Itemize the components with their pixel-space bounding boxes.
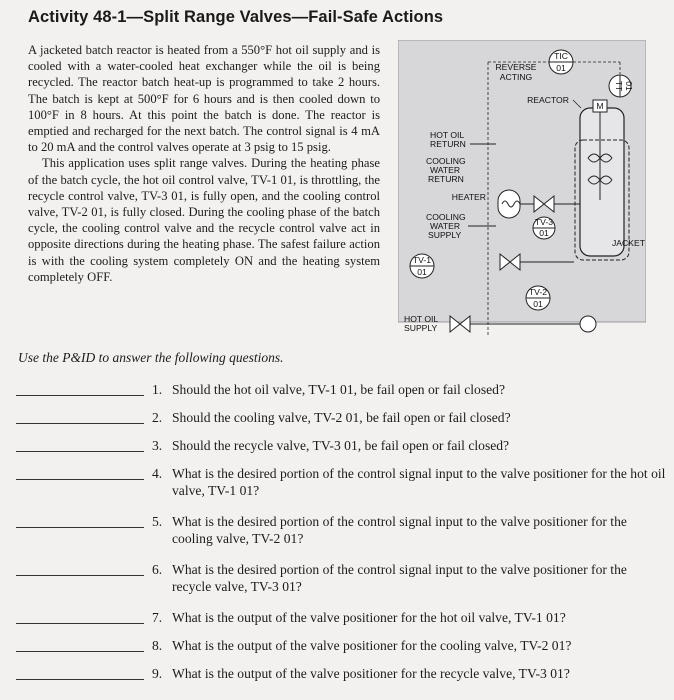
cw-return-label-1: COOLING — [426, 156, 466, 166]
question-text: What is the output of the valve positioner for the recycle valve, TV-3 01? — [172, 666, 570, 681]
pid-diagram-svg — [398, 40, 646, 336]
reverse-label: REVERSE — [495, 62, 537, 72]
cw-return-label-2: WATER — [430, 165, 461, 175]
instruction-text: Use the P&ID to answer the following questions. — [18, 350, 284, 365]
pid-diagram — [398, 40, 646, 336]
tt-label: TT — [614, 80, 624, 92]
acting-label: ACTING — [499, 72, 533, 82]
tv2-label: TV-2 — [528, 287, 548, 297]
hot-oil-supply-label-1: HOT OIL — [404, 314, 439, 324]
question-number: 1. — [152, 382, 163, 397]
question-number: 9. — [152, 666, 163, 681]
cw-supply-label-2: WATER — [430, 221, 461, 231]
question-text: Should the cooling valve, TV-2 01, be fail open or fail closed? — [172, 410, 511, 425]
question-text: What is the output of the valve positioner for the hot oil valve, TV-1 01? — [172, 610, 566, 625]
question-number: 7. — [152, 610, 163, 625]
tic-number: 01 — [556, 63, 566, 73]
hot-oil-return-label-1: HOT OIL — [430, 130, 465, 140]
answer-blank-6[interactable] — [16, 575, 144, 576]
question-text: What is the desired portion of the control signal input to the valve positioner for the hot oil valve, TV-1 01? — [172, 466, 666, 498]
answer-blank-4[interactable] — [16, 479, 144, 480]
reactor-label: REACTOR — [527, 95, 569, 105]
question-number: 5. — [152, 514, 163, 529]
question-number: 4. — [152, 466, 163, 481]
hot-oil-return-label-2: RETURN — [430, 139, 466, 149]
tv2-number: 01 — [533, 299, 543, 309]
question-number: 3. — [152, 438, 163, 453]
question-text: Should the recycle valve, TV-3 01, be fail open or fail closed? — [172, 438, 510, 453]
question-text: What is the output of the valve positioner for the cooling valve, TV-2 01? — [172, 638, 572, 653]
question-number: 6. — [152, 562, 163, 577]
tt-number: 01 — [624, 81, 634, 91]
question-number: 8. — [152, 638, 163, 653]
circulation-pump — [580, 316, 596, 332]
question-text: What is the desired portion of the control signal input to the valve positioner for the recycle valve, TV-3 01? — [172, 562, 627, 594]
question-text: What is the desired portion of the control signal input to the valve positioner for the cooling valve, TV-2 01? — [172, 514, 627, 546]
cw-return-label-3: RETURN — [428, 174, 464, 184]
cw-supply-label-1: COOLING — [426, 212, 466, 222]
jacket-label: JACKET — [612, 238, 645, 248]
cw-supply-label-3: SUPPLY — [428, 230, 462, 240]
hot-oil-supply-label-2: SUPPLY — [404, 323, 438, 333]
answer-blank-8[interactable] — [16, 651, 144, 652]
intro-paragraph-2: This application uses split range valves. During the heating phase of the batch cycle, the hot oil control valve, TV-1 01, is throttling, the recycle control valve, TV-3 01, is fully open, and the cooling control valve, TV-2 01, is fully closed. During the cooling phase of the batch cycle, the cooling control valve and the recycle control valve act in opposite directions during the heating phase. The safest failure action is with the cooling system completely ON and the heating system completely OFF. — [28, 156, 380, 284]
intro-paragraph-1: A jacketed batch reactor is heated from a 550°F hot oil supply and is cooled with a water-cooled heat exchanger while the oil is being recycled. The reactor batch heat-up is programmed to take 2 hours. The batch is kept at 500°F for 6 hours and is then cooled down to 100°F in 8 hours. At this point the batch is done. The reactor is emptied and recharged for the next batch. The control signal is 4 mA to 20 mA and the control valves operate at 3 psig to 15 psig. — [28, 43, 380, 155]
answer-blank-9[interactable] — [16, 679, 144, 680]
question-number: 2. — [152, 410, 163, 425]
intro-text — [28, 42, 380, 285]
tic-label: TIC — [554, 51, 568, 61]
answer-blank-7[interactable] — [16, 623, 144, 624]
tv1-label: TV-1 — [412, 255, 432, 265]
question-text: Should the hot oil valve, TV-1 01, be fail open or fail closed? — [172, 382, 505, 397]
activity-title: Activity 48-1—Split Range Valves—Fail-Safe Actions — [28, 8, 444, 26]
answer-blank-3[interactable] — [16, 451, 144, 452]
tv3-number: 01 — [539, 228, 549, 238]
tv3-label: TV-3 — [534, 217, 554, 227]
tv1-number: 01 — [417, 267, 427, 277]
answer-blank-1[interactable] — [16, 395, 144, 396]
heater-label: HEATER — [451, 192, 486, 202]
answer-blank-5[interactable] — [16, 527, 144, 528]
motor-label: M — [596, 101, 604, 111]
answer-blank-2[interactable] — [16, 423, 144, 424]
heater-exchanger — [498, 190, 520, 218]
